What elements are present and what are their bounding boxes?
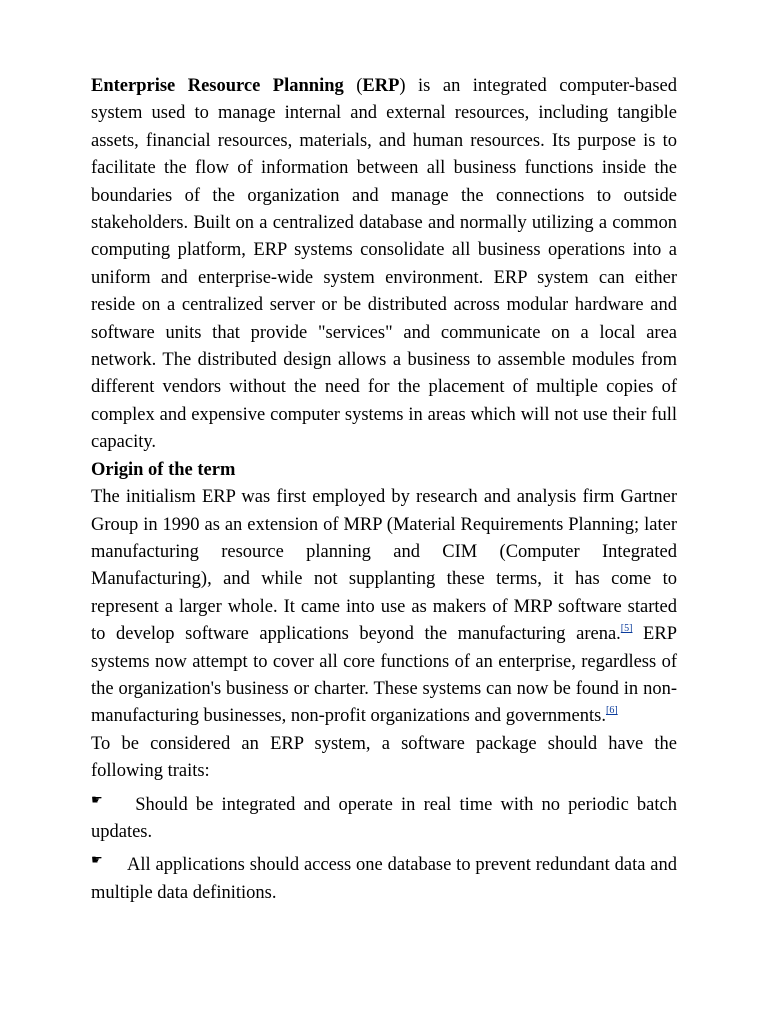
erp-abbr: ERP <box>362 76 400 96</box>
origin-heading: Origin of the term <box>91 459 236 480</box>
pointing-hand-icon: ☛ <box>91 791 103 807</box>
abbr-open: ( <box>343 76 363 96</box>
pointing-hand-icon: ☛ <box>91 852 103 868</box>
erp-term: Enterprise Resource Planning <box>91 76 344 96</box>
origin-text-part2: ERP systems now attempt to cover all core functions of an enterprise, regardless of the organization's business or charter. These systems can now be found in non-manufacturing businesses, non-profit organizations and governments. <box>91 624 677 727</box>
traits-intro: To be considered an ERP system, a software package should have the following traits: <box>91 733 677 782</box>
trait-text-1: Should be integrated and operate in real time with no periodic batch updates. <box>91 794 677 842</box>
citation-6[interactable] <box>606 705 618 716</box>
document-page <box>91 73 677 907</box>
trait-item-2 <box>91 846 677 907</box>
citation-5-link[interactable]: [5] <box>620 623 633 635</box>
citation-5[interactable] <box>621 623 633 634</box>
origin-paragraph <box>91 484 677 731</box>
intro-paragraph <box>91 73 677 457</box>
intro-text: is an integrated computer-based system used to manage internal and external resources, including tangible assets, financial resources, materials, and human resources. Its purpose is to facilitate the flow of information between all business functions inside the boundaries of the organization and manage the connections to outside stakeholders. Built on a centralized database and normally utilizing a common computing platform, ERP systems consolidate all business operations into a uniform and enterprise-wide system environment. ERP system can either reside on a centralized server or be distributed across modular hardware and software units that provide "services" and communicate on a local area network. The distributed design allows a business to assemble modules from different vendors without the need for the placement of multiple copies of complex and expensive computer systems in areas which will not use their full capacity. <box>91 76 677 453</box>
trait-item-1 <box>91 786 677 847</box>
abbr-close: ) <box>399 76 406 96</box>
trait-text-2: All applications should access one database to prevent redundant data and multiple data definitions. <box>91 855 678 903</box>
citation-6-link[interactable]: [6] <box>605 705 618 717</box>
origin-text-part1: The initialism ERP was first employed by research and analysis firm Gartner Group in 1990 as an extension of MRP (Material Requirements Planning; later manufacturing resource planning and CIM (Computer Integrated Manufacturing), and while not supplanting these terms, it has come to represent a larger whole. It came into use as makers of MRP software started to develop software applications beyond the manufacturing arena. <box>91 487 677 645</box>
